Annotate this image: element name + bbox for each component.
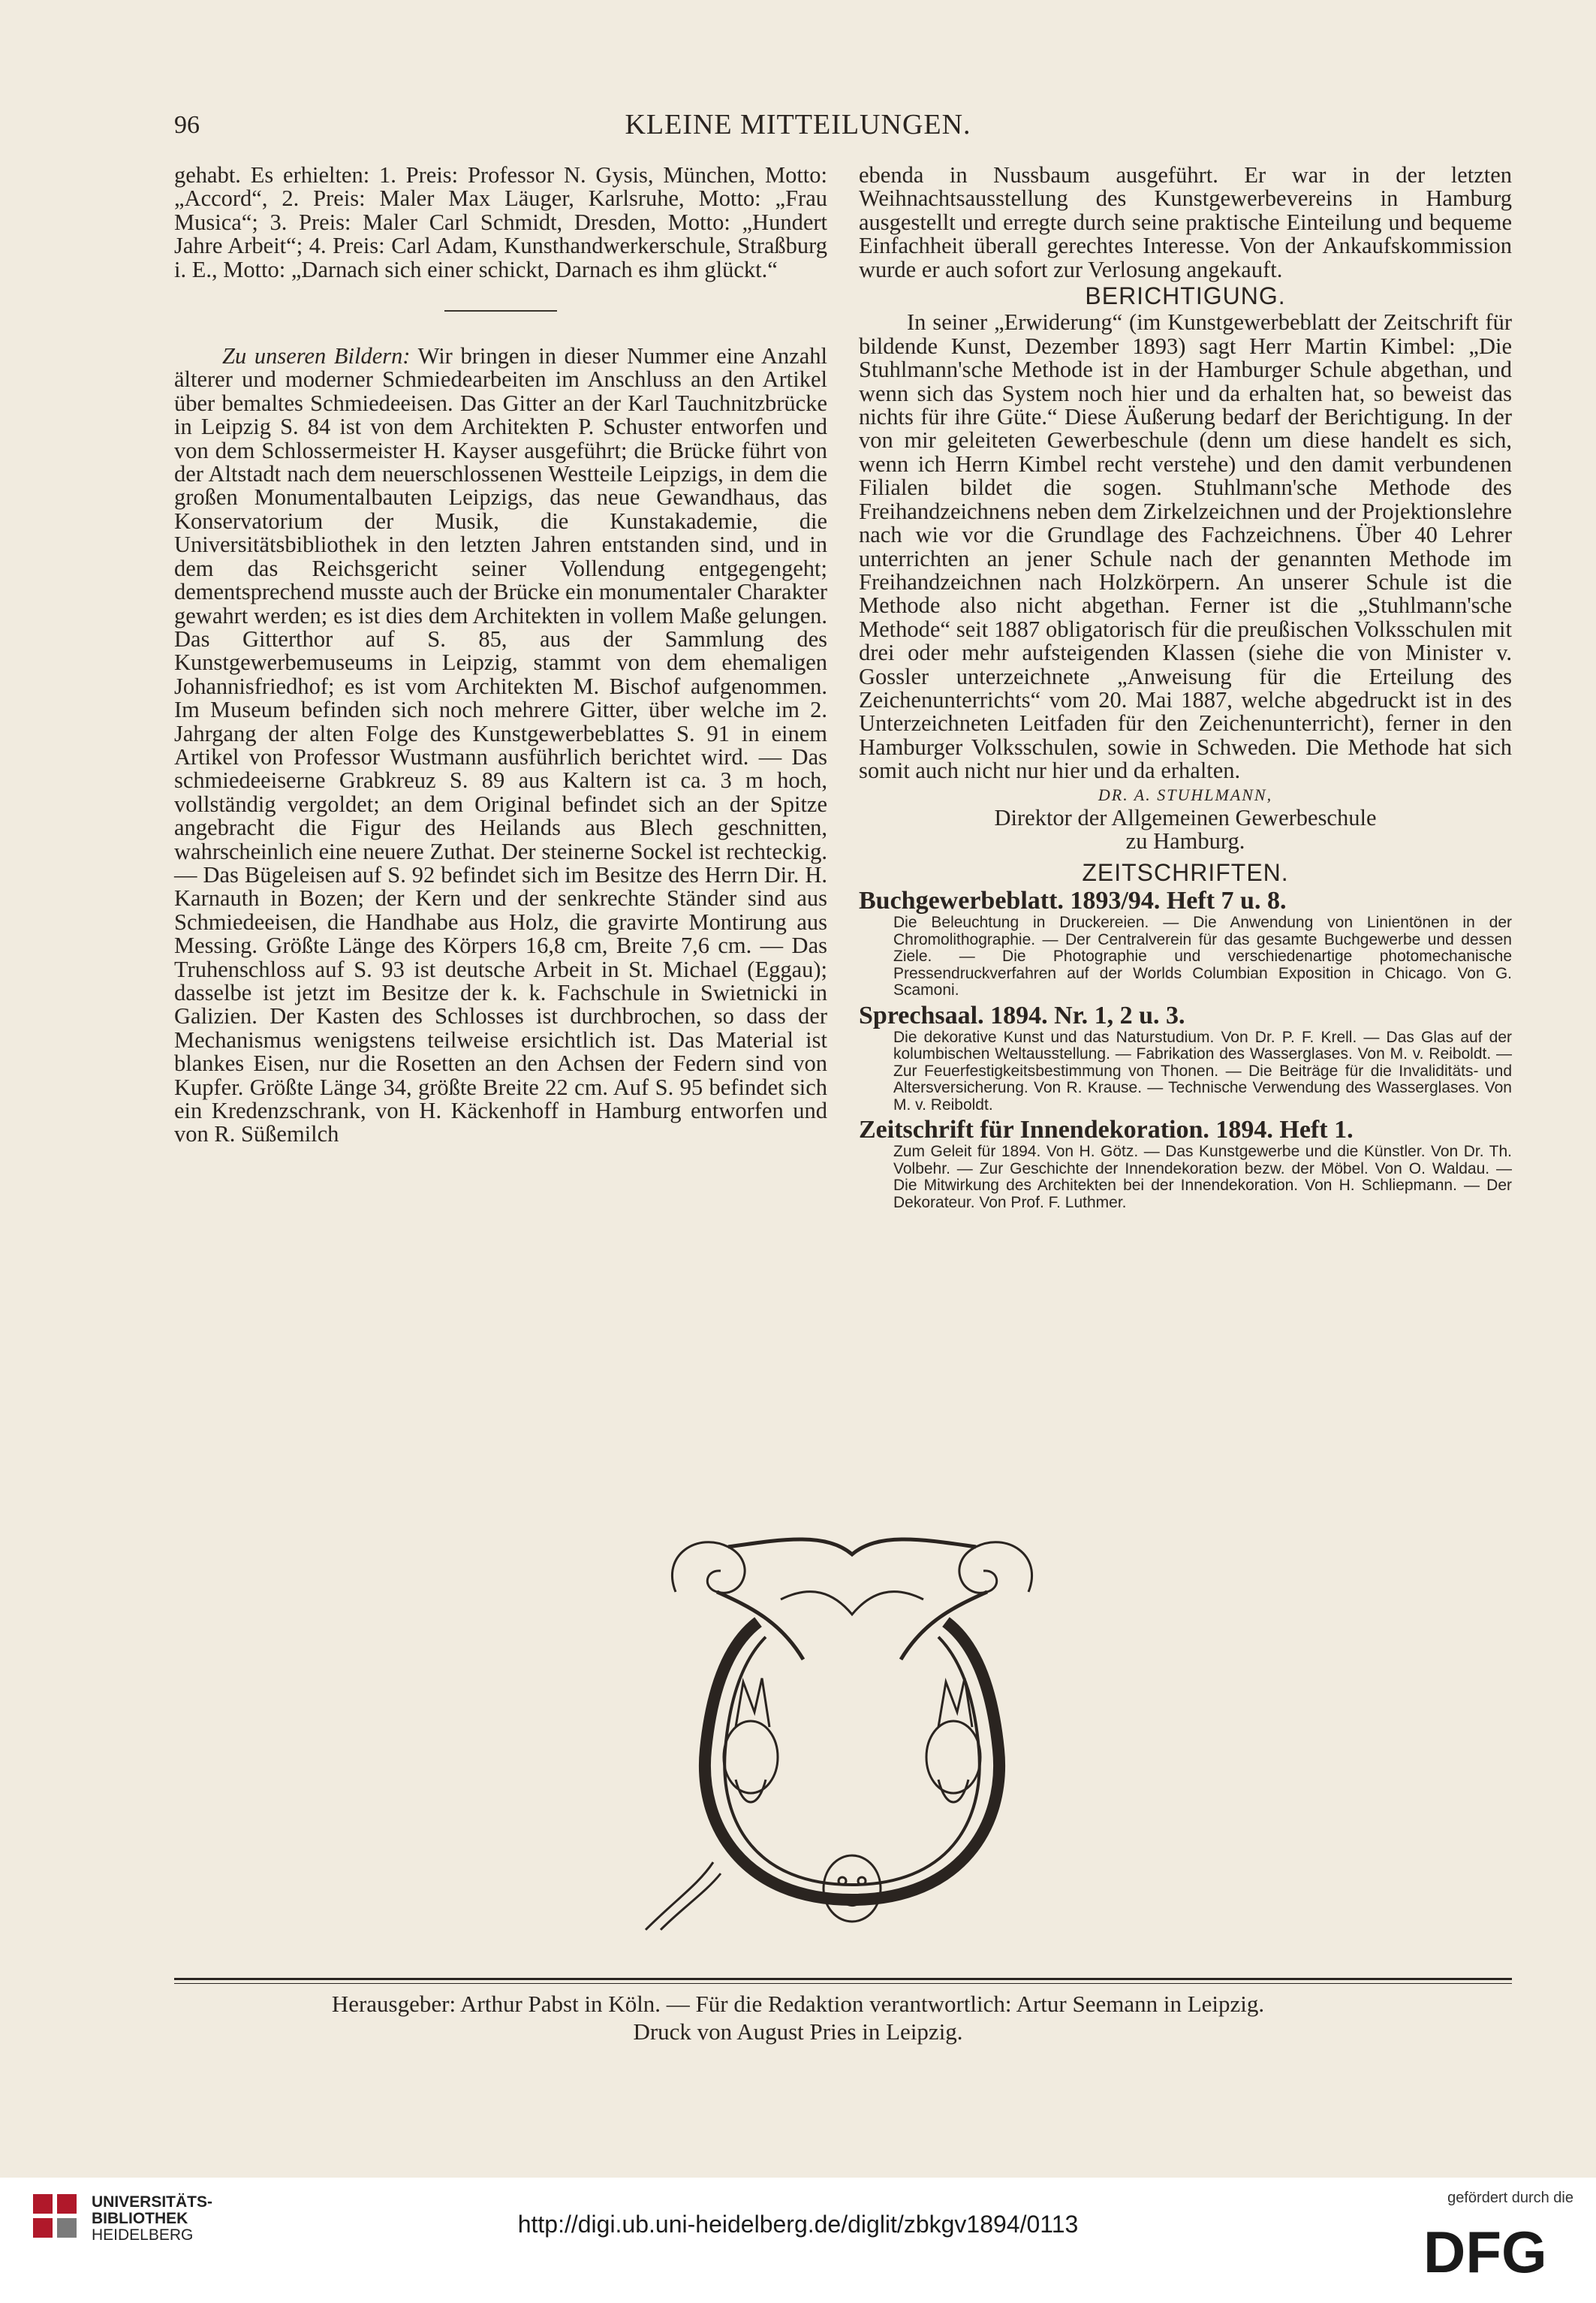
imprint-editor: Herausgeber: Arthur Pabst in Köln. — Für die Redaktion verantwortlich: Artur Seemann in Leipzig. bbox=[331, 1991, 1265, 2017]
berichtigung-heading: BERICHTIGUNG. bbox=[1085, 282, 1286, 310]
journal-contents: Zum Geleit für 1894. Von H. Götz. — Das Kunstgewerbe und die Künstler. Von Dr. Th. Volbehr. — Zur Geschichte der Innendekoration bezw. der Möbel. Von O. Waldau. — Die Mitwirkung des Architekten bei der Innendekoration. Von H. Schliepmann. — Der Dekorateur. Von Prof. F. Luthmer. bbox=[893, 1143, 1512, 1211]
page-number: 96 bbox=[174, 111, 200, 139]
running-title: KLEINE MITTEILUNGEN. bbox=[625, 109, 971, 140]
imprint-printer: Druck von August Pries in Leipzig. bbox=[633, 2018, 963, 2045]
library-name-line: HEIDELBERG bbox=[92, 2226, 194, 2244]
schrank-paragraph: ebenda in Nussbaum ausgeführt. Er war in der letzten Weihnachtsausstellung des Kunstgewerbevereins in Hamburg ausgestellt und erregte durch seine praktische Einteilung und bequeme Einfachheit überall gerechtes Interesse. Von der Ankaufskommission wurde er auch sofort zur Verlosung angekauft. bbox=[859, 162, 1512, 282]
berichtigung-paragraph: In seiner „Erwiderung“ (im Kunstgewerbeblatt der Zeitschrift für bildende Kunst, Dezember 1893) sagt Herr Martin Kimbel: „Die Stuhlmann'sche Methode ist in der Hamburger Schule abgethan, und wenn sich das System noch hier und da erhalten hat, so beweist das nichts für ihre Güte.“ Diese Äußerung bedarf der Berichtigung. In der von mir geleiteten Gewerbeschule (denn um diese handelt es sich, wenn ich Herrn Kimbel recht verstehe) und den damit verbundenen Filialen bildet die sogen. Stuhlmann'sche Methode des Freihandzeichnens neben dem Zirkelzeichnen und der Projektionslehre nach wie vor die Grundlage des Fachzeichnens. Über 40 Lehrer unterrichten an jener Schule nach der genannten Methode im Freihandzeichnen nach Holzkörpern. An unserer Schule ist die Methode also nicht abgethan. Ferner ist die „Stuhlmann'sche Methode“ seit 1887 obligatorisch für die preußischen Volksschulen mit drei oder mehr aufsteigenden Klassen (siehe die von Minister v. Gossler unterzeichnete „Anweisung für die Erteilung des Zeichenunterrichts“ vom 20. Mai 1887, welche abgedruckt ist in des Unterzeichneten Leitfaden für den Zeichenunterricht), ferner in den Hamburger Volksschulen, sowie in Schweden. Die Methode hat sich somit auch nicht nur hier und da erhalten. bbox=[859, 309, 1512, 784]
journal-title: Zeitschrift für Innendekoration. 1894. Heft 1. bbox=[859, 1116, 1354, 1144]
library-name-line: UNIVERSITÄTS- bbox=[92, 2193, 213, 2211]
prize-paragraph: gehabt. Es erhielten: 1. Preis: Professor N. Gysis, München, Motto: „Accord“, 2. Preis: Maler Max Läuger, Karlsruhe, Motto: „Frau Musica“; 3. Preis: Maler Carl Schmidt, Dresden, Motto: „Hundert Jahre Arbeit“; 4. Preis: Carl Adam, Kunsthandwerkerschule, Straßburg i. E., Motto: „Darnach sich einer schickt, Darnach es ihm glückt.“ bbox=[174, 162, 827, 282]
zeitschriften-heading: ZEITSCHRIFTEN. bbox=[1082, 858, 1289, 886]
section-divider bbox=[444, 310, 557, 312]
funding-note: gefördert durch die bbox=[1447, 2190, 1573, 2206]
signature-title: Direktor der Allgemeinen Gewerbeschule bbox=[994, 804, 1377, 830]
dfg-logo-icon bbox=[1423, 2220, 1573, 2280]
bilder-text: Wir bringen in dieser Nummer eine Anzahl älterer und moderner Schmiedearbeiten im Anschluss an den Artikel über bemaltes Schmiedeeisen. Das Gitter an der Karl Tauchnitzbrücke in Leipzig S. 84 ist von dem Architekten P. Schuster entworfen und von dem Schlossermeister H. Kayser ausgeführt; die Brücke führt von der Altstadt nach dem neuerschlossenen Westteile Leipzigs, in dem die großen Monumentalbauten Leipzigs, das neue Gewandhaus, das Konservatorium der Musik, die Kunstakademie, die Universitätsbibliothek in den letzten Jahren entstanden sind, und in dem das Reichsgericht seiner Vollendung entgegengeht; dementsprechend musste auch der Brücke ein monumentaler Charakter gewahrt werden; es ist dies dem Architekten in vollem Maße gelungen. Das Gitterthor auf S. 85, aus der Sammlung des Kunstgewerbemuseums in Leipzig, stammt von dem ehemaligen Johannisfriedhof; es ist vom Architekten M. Bischof aufgenommen. Im Museum befinden sich noch mehrere Gitter, über welche im 2. Jahrgang der alten Folge des Kunstgewerbeblattes S. 91 in einem Artikel von Professor Wustmann ausführlich berichtet wird. — Das schmiedeeiserne Grabkreuz S. 89 aus Kaltern ist ca. 3 m hoch, vollständig vergoldet; an dem Original befindet sich an der Spitze angebracht die Figur des Heilands aus Blech geschnitten, wahrscheinlich eine neuere Zuthat. Der steinerne Sockel ist rechteckig. — Das Bügeleisen auf S. 92 befindet sich im Besitze des Herrn Dir. H. Karnauth in Bozen; der Kern und der senkrechte Ständer sind aus Schmiedeeisen, die Handhabe aus Holz, die gravirte Montirung aus Messing. Größte Länge des Körpers 16,8 cm, Breite 7,6 cm. — Das Truhenschloss auf S. 93 ist deutsche Arbeit in St. Michael (Eggau); dasselbe ist jetzt im Besitze der k. k. Fachschule in Swietnicki in Galizien. Der Kasten des Schlosses ist durchbrochen, so dass der Mechanismus wenigstens teilweise ersichtlich ist. Das Material ist blankes Eisen, nur die Rosetten an den Achsen der Federn sind von Kupfer. Größte Länge 34, größte Breite 22 cm. Auf S. 95 befindet sich ein Kredenzschrank, von H. Käckenhoff in Hamburg entworfen und von R. Süßemilch bbox=[174, 343, 827, 1147]
permalink-url[interactable]: http://digi.ub.uni-heidelberg.de/diglit/zbkgv1894/0113 bbox=[517, 2211, 1079, 2238]
journal-title: Buchgewerbeblatt. 1893/94. Heft 7 u. 8. bbox=[859, 887, 1287, 915]
dfg-logo-text: DFG bbox=[1423, 2220, 1547, 2280]
library-name-line: BIBLIOTHEK bbox=[92, 2210, 188, 2227]
bilder-paragraph bbox=[174, 345, 827, 1147]
bottom-rule-thin bbox=[174, 1983, 1512, 1984]
signature-place: zu Hamburg. bbox=[1125, 828, 1245, 855]
journal-contents: Die Beleuchtung in Druckereien. — Die Anwendung von Linientönen in der Chromolithographie. — Der Centralverein für das gesamte Buchgewerbe und dessen Ziele. — Die Photographie und verschiedenartige photomechanische Pressendruckverfahren auf der Worlds Columbian Exposition in Chicago. Von G. Scamoni. bbox=[893, 914, 1512, 999]
journal-contents: Die dekorative Kunst und das Naturstudium. Von Dr. P. F. Krell. — Das Glas auf der kolumbischen Weltausstellung. — Fabrikation des Wasserglases. Von M. v. Reiboldt. — Zur Feuerfestigkeitsbestimmung von Thonen. — Die Beiträge für die Invaliditäts- und Altersversicherung. Von R. Krause. — Technische Verwendung des Wasserglases. Von M. v. Reiboldt. bbox=[893, 1028, 1512, 1114]
right-column bbox=[859, 164, 1512, 1211]
signature: DR. A. STUHLMANN, bbox=[1098, 785, 1273, 804]
journal-title: Sprechsaal. 1894. Nr. 1, 2 u. 3. bbox=[859, 1001, 1185, 1029]
digitization-footer bbox=[0, 2178, 1596, 2303]
bilder-lead: Zu unseren Bildern: bbox=[222, 343, 411, 369]
door-knocker-illustration bbox=[631, 1509, 1074, 1937]
bottom-rule bbox=[174, 1978, 1512, 1980]
left-column bbox=[174, 164, 827, 1147]
